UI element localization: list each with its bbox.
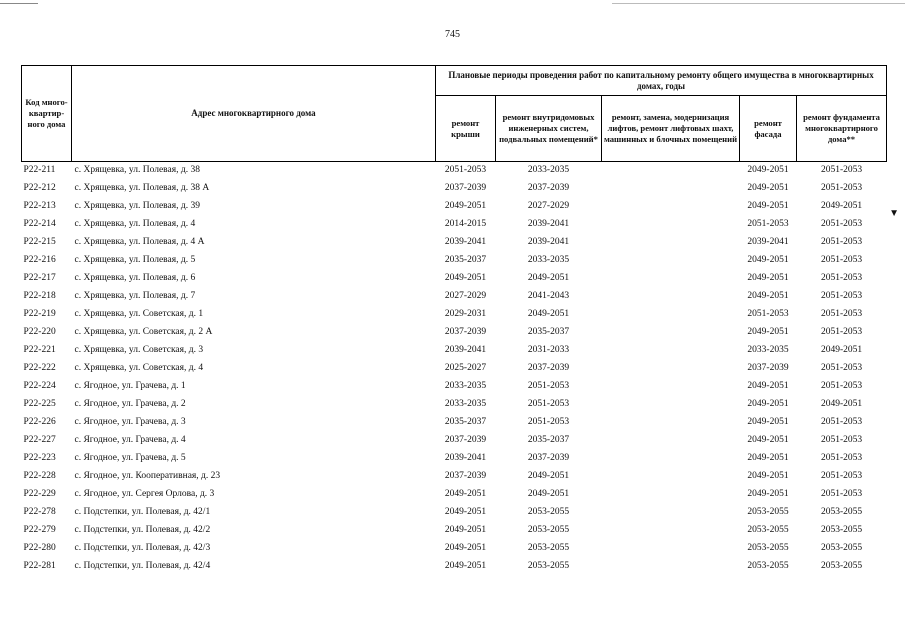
- cell-foundation: 2051-2053: [820, 453, 863, 463]
- table-row: [22, 162, 887, 181]
- cell-address: с. Ягодное, ул. Сергея Орлова, д. 3: [74, 489, 215, 499]
- cell-systems: 2051-2053: [527, 381, 570, 391]
- cell-roof: 2049-2051: [444, 507, 487, 517]
- cell-foundation: 2051-2053: [820, 381, 863, 391]
- cell-code: Р22-216: [23, 255, 56, 265]
- cell-foundation: 2051-2053: [820, 435, 863, 445]
- cell-address: с. Хрящевка, ул. Советская, д. 3: [74, 345, 204, 355]
- cell-foundation: 2051-2053: [820, 417, 863, 427]
- cell-facade: 2049-2051: [747, 417, 789, 427]
- scan-edge-line-left: [0, 3, 38, 4]
- cell-roof: 2049-2051: [444, 201, 487, 211]
- cell-address: с. Хрящевка, ул. Полевая, д. 38: [74, 165, 200, 175]
- cell-lifts: [602, 486, 740, 504]
- cell-facade: 2049-2051: [747, 471, 789, 481]
- cell-address: с. Подстепки, ул. Полевая, д. 42/1: [74, 507, 211, 517]
- table-row: [22, 558, 887, 576]
- header-roof: ремонт крыши: [436, 96, 496, 162]
- cell-foundation: 2051-2053: [820, 363, 863, 373]
- cell-roof: 2051-2053: [444, 165, 487, 175]
- cell-facade: 2049-2051: [747, 201, 789, 211]
- cell-code: Р22-211: [23, 165, 56, 175]
- cell-facade: 2033-2035: [747, 345, 789, 355]
- table-row: [22, 486, 887, 504]
- cell-roof: 2027-2029: [444, 291, 487, 301]
- table-body: [22, 162, 887, 577]
- cell-foundation: 2051-2053: [820, 255, 863, 265]
- cell-address: с. Хрящевка, ул. Советская, д. 2 А: [74, 327, 213, 337]
- cell-facade: 2049-2051: [747, 291, 789, 301]
- cell-code: Р22-217: [23, 273, 56, 283]
- table-header: [22, 66, 887, 162]
- cell-address: с. Хрящевка, ул. Советская, д. 1: [74, 309, 204, 319]
- cell-code: Р22-225: [23, 399, 56, 409]
- cell-roof: 2049-2051: [444, 273, 487, 283]
- cell-address: с. Ягодное, ул. Грачева, д. 4: [74, 435, 186, 445]
- cell-lifts: [602, 324, 740, 342]
- cell-systems: 2037-2039: [527, 363, 570, 373]
- edge-mark: ▼: [889, 208, 899, 219]
- cell-lifts: [602, 234, 740, 252]
- cell-address: с. Хрящевка, ул. Полевая, д. 6: [74, 273, 196, 283]
- cell-address: с. Хрящевка, ул. Полевая, д. 38 А: [74, 183, 210, 193]
- cell-lifts: [602, 342, 740, 360]
- cell-lifts: [602, 414, 740, 432]
- table-row: [22, 306, 887, 324]
- cell-facade: 2053-2055: [747, 543, 789, 553]
- cell-foundation: 2053-2055: [820, 561, 863, 571]
- cell-lifts: [602, 252, 740, 270]
- cell-code: Р22-222: [23, 363, 56, 373]
- cell-address: с. Хрящевка, ул. Советская, д. 4: [74, 363, 204, 373]
- cell-lifts: [602, 162, 740, 181]
- cell-roof: 2039-2041: [444, 453, 487, 463]
- cell-systems: 2033-2035: [527, 255, 570, 265]
- cell-facade: 2039-2041: [747, 237, 789, 247]
- cell-facade: 2049-2051: [747, 489, 789, 499]
- cell-systems: 2053-2055: [527, 507, 570, 517]
- repair-schedule-table: [21, 65, 887, 576]
- cell-foundation: 2051-2053: [820, 309, 863, 319]
- cell-systems: 2039-2041: [527, 219, 570, 229]
- cell-foundation: 2051-2053: [820, 471, 863, 481]
- cell-facade: 2049-2051: [747, 183, 789, 193]
- table-row: [22, 378, 887, 396]
- cell-facade: 2049-2051: [747, 453, 789, 463]
- cell-systems: 2033-2035: [527, 165, 570, 175]
- cell-lifts: [602, 432, 740, 450]
- cell-lifts: [602, 306, 740, 324]
- table-row: [22, 432, 887, 450]
- cell-facade: 2049-2051: [747, 381, 789, 391]
- cell-systems: 2049-2051: [527, 489, 570, 499]
- cell-code: Р22-278: [23, 507, 56, 517]
- cell-foundation: 2051-2053: [820, 327, 863, 337]
- cell-facade: 2051-2053: [747, 219, 789, 229]
- page-number: 745: [445, 29, 460, 40]
- cell-code: Р22-214: [23, 219, 56, 229]
- table-row: [22, 396, 887, 414]
- cell-systems: 2053-2055: [527, 525, 570, 535]
- table-row: [22, 234, 887, 252]
- cell-address: с. Ягодное, ул. Грачева, д. 2: [74, 399, 186, 409]
- cell-systems: 2027-2029: [527, 201, 570, 211]
- cell-roof: 2035-2037: [444, 417, 487, 427]
- cell-address: с. Подстепки, ул. Полевая, д. 42/2: [74, 525, 211, 535]
- cell-address: с. Хрящевка, ул. Полевая, д. 4: [74, 219, 196, 229]
- table-row: [22, 522, 887, 540]
- cell-facade: 2049-2051: [747, 255, 789, 265]
- cell-facade: 2049-2051: [747, 273, 789, 283]
- cell-facade: 2037-2039: [747, 363, 789, 373]
- table-row: [22, 288, 887, 306]
- cell-code: Р22-215: [23, 237, 56, 247]
- cell-lifts: [602, 396, 740, 414]
- cell-lifts: [602, 450, 740, 468]
- table-row: [22, 198, 887, 216]
- cell-lifts: [602, 540, 740, 558]
- table-row: [22, 342, 887, 360]
- cell-roof: 2037-2039: [444, 327, 487, 337]
- cell-roof: 2039-2041: [444, 345, 487, 355]
- cell-roof: 2049-2051: [444, 561, 487, 571]
- table-row: [22, 324, 887, 342]
- header-address: Адрес многоквартирного дома: [72, 66, 436, 162]
- cell-facade: 2049-2051: [747, 165, 789, 175]
- cell-address: с. Ягодное, ул. Грачева, д. 5: [74, 453, 186, 463]
- cell-foundation: 2049-2051: [820, 201, 863, 211]
- table-row: [22, 414, 887, 432]
- cell-address: с. Ягодное, ул. Грачева, д. 1: [74, 381, 186, 391]
- cell-systems: 2053-2055: [527, 561, 570, 571]
- cell-roof: 2049-2051: [444, 543, 487, 553]
- cell-code: Р22-228: [23, 471, 56, 481]
- cell-foundation: 2051-2053: [820, 291, 863, 301]
- cell-foundation: 2051-2053: [820, 219, 863, 229]
- cell-roof: 2037-2039: [444, 471, 487, 481]
- header-foundation: ремонт фундамента многоквартирного дома**: [797, 96, 887, 162]
- cell-lifts: [602, 198, 740, 216]
- cell-lifts: [602, 270, 740, 288]
- cell-roof: 2037-2039: [444, 183, 487, 193]
- cell-foundation: 2053-2055: [820, 525, 863, 535]
- cell-address: с. Ягодное, ул. Грачева, д. 3: [74, 417, 186, 427]
- table-row: [22, 216, 887, 234]
- cell-facade: 2053-2055: [747, 507, 789, 517]
- table-row: [22, 180, 887, 198]
- cell-facade: 2049-2051: [747, 327, 789, 337]
- cell-foundation: 2053-2055: [820, 507, 863, 517]
- cell-code: Р22-227: [23, 435, 56, 445]
- header-lifts: ремонт, замена, модернизация лифтов, ремонт лифтовых шахт, машинных и блочных помещений: [602, 96, 740, 162]
- cell-lifts: [602, 468, 740, 486]
- cell-lifts: [602, 558, 740, 576]
- cell-foundation: 2051-2053: [820, 165, 863, 175]
- cell-address: с. Хрящевка, ул. Полевая, д. 5: [74, 255, 196, 265]
- cell-code: Р22-220: [23, 327, 56, 337]
- cell-foundation: 2053-2055: [820, 543, 863, 553]
- header-facade: ремонт фасада: [740, 96, 797, 162]
- cell-roof: 2035-2037: [444, 255, 487, 265]
- cell-lifts: [602, 360, 740, 378]
- cell-facade: 2049-2051: [747, 435, 789, 445]
- cell-foundation: 2051-2053: [820, 273, 863, 283]
- cell-code: Р22-223: [23, 453, 56, 463]
- cell-roof: 2029-2031: [444, 309, 487, 319]
- cell-lifts: [602, 378, 740, 396]
- table-row: [22, 450, 887, 468]
- header-group: Плановые периоды проведения работ по капитальному ремонту общего имущества в многоквартирных домах, годы: [436, 66, 887, 96]
- cell-lifts: [602, 504, 740, 522]
- cell-code: Р22-224: [23, 381, 56, 391]
- cell-roof: 2025-2027: [444, 363, 487, 373]
- table-row: [22, 468, 887, 486]
- cell-systems: 2053-2055: [527, 543, 570, 553]
- cell-lifts: [602, 180, 740, 198]
- header-systems: ремонт внутридомовых инженерных систем, подвальных помещений*: [496, 96, 602, 162]
- cell-code: Р22-212: [23, 183, 56, 193]
- cell-lifts: [602, 522, 740, 540]
- table-row: [22, 360, 887, 378]
- cell-code: Р22-229: [23, 489, 56, 499]
- cell-facade: 2053-2055: [747, 561, 789, 571]
- cell-address: с. Хрящевка, ул. Полевая, д. 7: [74, 291, 196, 301]
- table-row: [22, 252, 887, 270]
- cell-systems: 2049-2051: [527, 309, 570, 319]
- cell-systems: 2051-2053: [527, 399, 570, 409]
- cell-lifts: [602, 216, 740, 234]
- table-row: [22, 540, 887, 558]
- cell-systems: 2039-2041: [527, 237, 570, 247]
- header-code: Код много-квартир-ного дома: [22, 66, 72, 162]
- cell-address: с. Подстепки, ул. Полевая, д. 42/4: [74, 561, 211, 571]
- cell-roof: 2049-2051: [444, 525, 487, 535]
- cell-facade: 2051-2053: [747, 309, 789, 319]
- cell-address: с. Ягодное, ул. Кооперативная, д. 23: [74, 471, 221, 481]
- cell-systems: 2035-2037: [527, 327, 570, 337]
- scan-edge-line-right: [612, 3, 905, 4]
- cell-systems: 2049-2051: [527, 471, 570, 481]
- cell-foundation: 2051-2053: [820, 489, 863, 499]
- cell-foundation: 2049-2051: [820, 399, 863, 409]
- cell-systems: 2031-2033: [527, 345, 570, 355]
- cell-lifts: [602, 288, 740, 306]
- cell-code: Р22-218: [23, 291, 56, 301]
- cell-roof: 2014-2015: [444, 219, 487, 229]
- table-row: [22, 270, 887, 288]
- cell-address: с. Хрящевка, ул. Полевая, д. 4 А: [74, 237, 205, 247]
- cell-facade: 2053-2055: [747, 525, 789, 535]
- cell-code: Р22-226: [23, 417, 56, 427]
- cell-systems: 2049-2051: [527, 273, 570, 283]
- cell-code: Р22-219: [23, 309, 56, 319]
- cell-address: с. Хрящевка, ул. Полевая, д. 39: [74, 201, 200, 211]
- cell-roof: 2039-2041: [444, 237, 487, 247]
- cell-foundation: 2049-2051: [820, 345, 863, 355]
- cell-foundation: 2051-2053: [820, 237, 863, 247]
- cell-systems: 2035-2037: [527, 435, 570, 445]
- cell-address: с. Подстепки, ул. Полевая, д. 42/3: [74, 543, 211, 553]
- cell-code: Р22-279: [23, 525, 56, 535]
- cell-facade: 2049-2051: [747, 399, 789, 409]
- cell-roof: 2037-2039: [444, 435, 487, 445]
- table-row: [22, 504, 887, 522]
- cell-code: Р22-213: [23, 201, 56, 211]
- cell-systems: 2051-2053: [527, 417, 570, 427]
- cell-systems: 2037-2039: [527, 183, 570, 193]
- cell-systems: 2037-2039: [527, 453, 570, 463]
- cell-roof: 2033-2035: [444, 381, 487, 391]
- cell-foundation: 2051-2053: [820, 183, 863, 193]
- cell-code: Р22-280: [23, 543, 56, 553]
- cell-code: Р22-281: [23, 561, 56, 571]
- cell-roof: 2049-2051: [444, 489, 487, 499]
- cell-roof: 2033-2035: [444, 399, 487, 409]
- cell-systems: 2041-2043: [527, 291, 570, 301]
- cell-code: Р22-221: [23, 345, 56, 355]
